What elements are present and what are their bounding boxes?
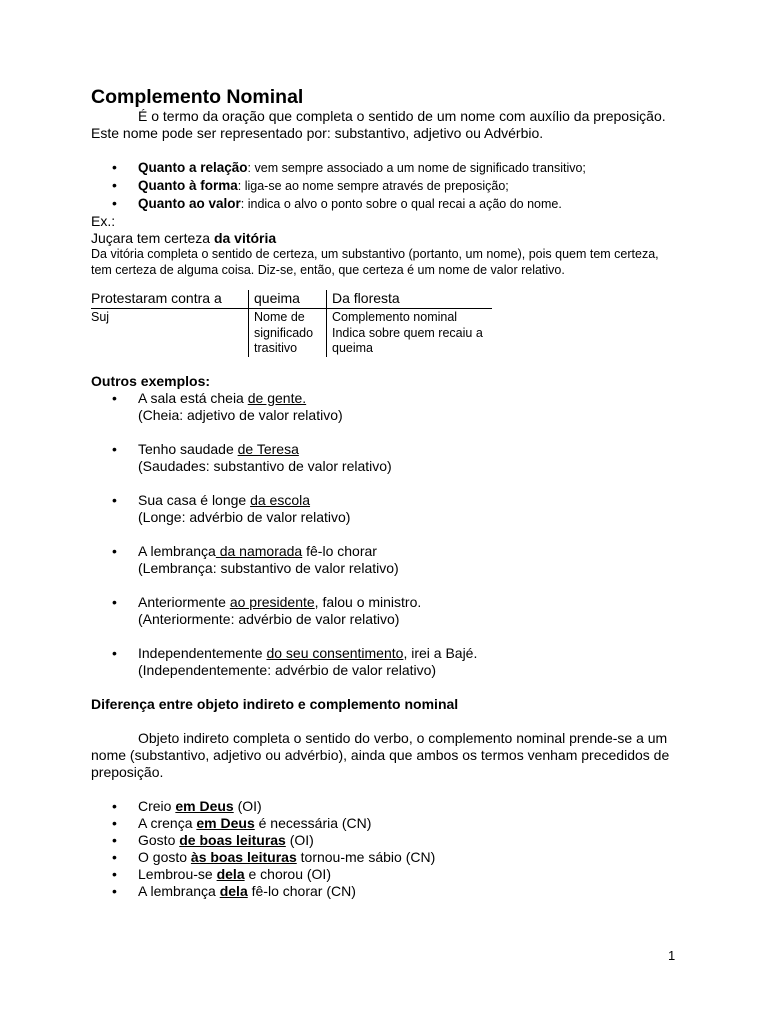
intro-paragraph: É o termo da oração que completa o sentido de um nome com auxílio da preposição. Este nome pode ser representado por: substantivo, adjetivo ou Advérbio. — [91, 108, 666, 141]
page-number: 1 — [668, 948, 676, 963]
list-item: • Lembrou-se dela e chorou (OI) — [91, 866, 671, 883]
example-sentence: Juçara tem certeza da vitória — [91, 230, 277, 246]
list-item: • A crença em Deus é necessária (CN) — [91, 815, 671, 832]
table-cell: Nome de significado trasitivo — [249, 309, 327, 357]
list-item: • Quanto à forma: liga-se ao nome sempre através de preposição; — [91, 177, 671, 195]
list-item: • Creio em Deus (OI) — [91, 798, 671, 815]
list-item: • A lembrança dela fê-lo chorar (CN) — [91, 883, 671, 900]
table-header-cell: queima — [249, 290, 327, 309]
features-list — [91, 159, 671, 213]
list-item: • A lembrança da namorada fê-lo chorar (Lembrança: substantivo de valor relativo) — [91, 543, 671, 577]
ex-label: Ex.: — [91, 213, 116, 229]
section-heading: Outros exemplos: — [91, 372, 211, 389]
table-header-cell: Da floresta — [327, 290, 493, 309]
list-item: • Anteriormente ao presidente, falou o ministro. (Anteriormente: advérbio de valor relativo) — [91, 594, 671, 628]
list-item: • A sala está cheia de gente. (Cheia: adjetivo de valor relativo) — [91, 390, 671, 424]
list-item: • Quanto ao valor: indica o alvo o ponto sobre o qual recai a ação do nome. — [91, 195, 671, 213]
example-explanation: Da vitória completa o sentido de certeza, um substantivo (portanto, um nome), pois quem tem certeza, tem certeza de alguma coisa. Diz-se, então, que certeza é um nome de valor relativo. — [91, 247, 659, 277]
table-cell: Suj — [91, 310, 110, 324]
list-item: • O gosto às boas leituras tornou-me sábio (CN) — [91, 849, 671, 866]
section-heading: Diferença entre objeto indireto e complemento nominal — [91, 695, 459, 712]
other-examples-list — [91, 390, 671, 679]
list-item: • Sua casa é longe da escola (Longe: advérbio de valor relativo) — [91, 492, 671, 526]
diff-examples-list — [91, 798, 671, 900]
list-item: • Independentemente do seu consentimento, irei a Bajé. (Independentemente: advérbio de valor relativo) — [91, 645, 671, 679]
page-title: Complemento Nominal — [91, 86, 304, 108]
document-page — [91, 86, 671, 900]
syntax-analysis-table — [91, 290, 492, 357]
list-item: • Tenho saudade de Teresa (Saudades: substantivo de valor relativo) — [91, 441, 671, 475]
list-item: • Gosto de boas leituras (OI) — [91, 832, 671, 849]
table-cell: Complemento nominal Indica sobre quem recaiu a queima — [327, 309, 493, 357]
list-item: • Quanto a relação: vem sempre associado a um nome de significado transitivo; — [91, 159, 671, 177]
diff-paragraph: Objeto indireto completa o sentido do verbo, o complemento nominal prende-se a um nome (substantivo, adjetivo ou advérbio), ainda que ambos os termos venham precedidos de preposição. — [91, 729, 670, 780]
table-header-cell: Protestaram contra a — [91, 290, 249, 309]
